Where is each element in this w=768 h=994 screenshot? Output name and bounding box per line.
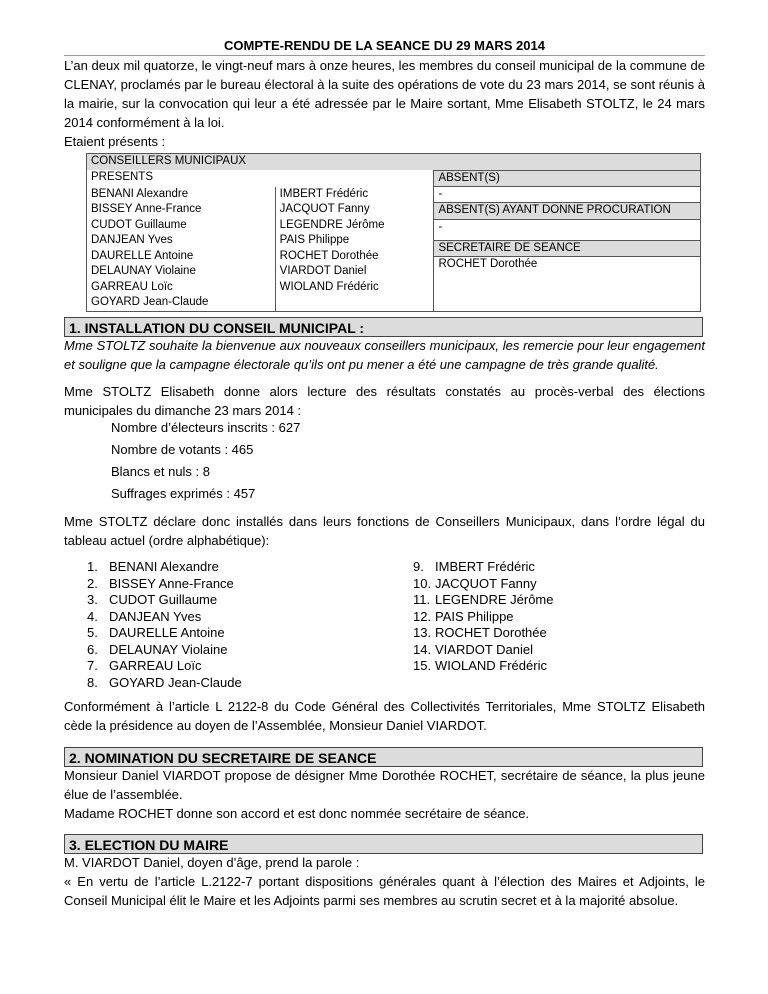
presents-col1 [87,187,276,312]
councillors-header: CONSEILLERS MUNICIPAUX [87,154,701,171]
list-item [87,576,242,593]
list-item [87,592,242,609]
proxy-label: ABSENT(S) AYANT DONNE PROCURATION [434,203,700,220]
secretary-label: SECRETAIRE DE SEANCE [434,241,700,258]
councillor-list-right [413,559,553,675]
present-councillor: GARREAU Loïc [91,280,173,293]
councillor-name: DAURELLE Antoine [109,625,225,640]
councillor-name: LEGENDRE Jérôme [435,592,554,607]
stat-registered: Nombre d’électeurs inscrits : 627 [111,420,301,435]
list-number: 10. [413,575,432,591]
present-councillor: IMBERT Frédéric [279,187,369,200]
present-councillor: CUDOT Guillaume [91,218,187,231]
list-item [413,592,553,609]
intro-paragraph: L’an deux mil quatorze, le vingt-neuf mars à onze heures, les membres du conseil municipal de la commune de CLENAY, proclamés par le bureau électoral à la suite des opérations de vote du 23 mars 2014, se sont réunis à la mairie, sur la convocation qui leur a été adressée par le Maire sortant, Mme Elisabeth STOLTZ, le 24 mars 2014 conformément à la loi. [64,58,705,130]
stat-expressed: Suffrages exprimés : 457 [111,486,256,501]
list-number: 3. [87,592,98,607]
secretary-proposal: Monsieur Daniel VIARDOT propose de désigner Mme Dorothée ROCHET, secrétaire de séance, la plus jeune élue de l’assemblée. [64,768,705,802]
closing-paragraph: Conformément à l’article L 2122-8 du Code Général des Collectivités Territoriales, Mme STOLTZ Elisabeth cède la présidence au doyen de l’Assemblée, Monsieur Daniel VIARDOT. [64,699,705,733]
present-councillor: DAURELLE Antoine [91,249,194,262]
councillor-name: GOYARD Jean-Claude [109,674,242,690]
present-councillor: BISSEY Anne-France [91,203,202,215]
list-item [87,642,242,659]
list-number: 8. [87,674,98,690]
list-number: 5. [87,625,98,640]
list-number: 12. [413,608,432,624]
councillor-name: DANJEAN Yves [109,608,202,624]
document-title: COMPTE-RENDU DE LA SEANCE DU 29 MARS 2014 [64,38,705,56]
stat-voters: Nombre de votants : 465 [111,442,254,457]
list-number: 7. [87,658,98,673]
present-councillor: VIARDOT Daniel [279,265,367,277]
present-councillor: LEGENDRE Jérôme [279,218,385,231]
councillor-name: DELAUNAY Violaine [109,641,228,657]
welcome-paragraph: Mme STOLTZ souhaite la bienvenue aux nouveaux conseillers municipaux, les remercie pour leur engagement et souligne que la campagne électorale qu’ils ont pu mener a été une campagne de très grande qualité. [64,338,705,372]
present-label: Etaient présents : [64,134,166,149]
list-item [413,576,553,593]
list-item [87,609,242,626]
list-item [413,609,553,626]
list-item [87,559,242,576]
councillor-name: WIOLAND Frédéric [435,658,547,673]
list-number: 6. [87,641,98,657]
list-number: 1. [87,559,98,574]
present-councillor: BENANI Alexandre [91,187,189,200]
list-item [87,658,242,675]
list-number: 4. [87,608,98,624]
secretary-accepted: Madame ROCHET donne son accord et est donc nommée secrétaire de séance. [64,806,530,821]
councillor-name: GARREAU Loïc [109,658,202,673]
list-item [87,625,242,642]
councillor-name: VIARDOT Daniel [435,641,534,657]
absence-cell [434,187,701,312]
installation-declaration: Mme STOLTZ déclare donc installés dans leurs fonctions de Conseillers Municipaux, dans l’ordre légal du tableau actuel (ordre alphabétique): [64,514,705,548]
councillor-name: JACQUOT Fanny [435,575,537,591]
list-number: 11. [413,592,431,607]
list-number: 2. [87,575,98,591]
present-councillor: PAIS Philippe [279,234,350,246]
presents-label: PRESENTS [87,170,434,187]
present-councillor: GOYARD Jean-Claude [91,296,209,308]
secretary-value: ROCHET Dorothée [438,258,538,270]
list-number: 15. [413,658,432,673]
section-3-heading: 3. ELECTION DU MAIRE [64,834,703,854]
present-councillor: ROCHET Dorothée [279,249,379,262]
absent-label: ABSENT(S) [434,170,701,187]
proxy-value: - [434,220,700,241]
councillor-name: ROCHET Dorothée [435,625,547,640]
stat-blank: Blancs et nuls : 8 [111,464,210,479]
councillor-name: BISSEY Anne-France [109,575,234,591]
present-councillor: JACQUOT Fanny [279,203,370,215]
results-reading: Mme STOLTZ Elisabeth donne alors lecture des résultats constatés au procès-verbal des élections municipales du dimanche 23 mars 2014 : [64,384,705,418]
present-councillor: WIOLAND Frédéric [279,280,379,293]
doyen-speech-intro: M. VIARDOT Daniel, doyen d’âge, prend la parole : [64,855,360,870]
attendance-table [86,153,701,312]
list-number: 14. [413,641,432,657]
councillor-name: PAIS Philippe [435,608,514,624]
list-number: 9. [413,559,424,574]
councillor-list-left [87,559,242,691]
presents-col2 [275,187,434,312]
present-councillor: DELAUNAY Violaine [91,265,196,277]
absent-value: - [434,187,700,203]
list-number: 13. [413,625,432,640]
section-1-heading: 1. INSTALLATION DU CONSEIL MUNICIPAL : [64,317,703,337]
councillor-name: IMBERT Frédéric [435,559,535,574]
list-item [413,559,553,576]
election-article: « En vertu de l’article L.2122-7 portant dispositions générales quant à l’élection des Maires et Adjoints, le Conseil Municipal élit le Maire et les Adjoints parmi ses membres au scrutin secret et à la majorité absolue. [64,874,705,908]
list-item [413,642,553,659]
list-item [87,675,242,692]
list-item [413,625,553,642]
section-2-heading: 2. NOMINATION DU SECRETAIRE DE SEANCE [64,747,703,767]
councillor-name: CUDOT Guillaume [109,592,218,607]
councillor-name: BENANI Alexandre [109,559,219,574]
list-item [413,658,553,675]
present-councillor: DANJEAN Yves [91,234,173,246]
